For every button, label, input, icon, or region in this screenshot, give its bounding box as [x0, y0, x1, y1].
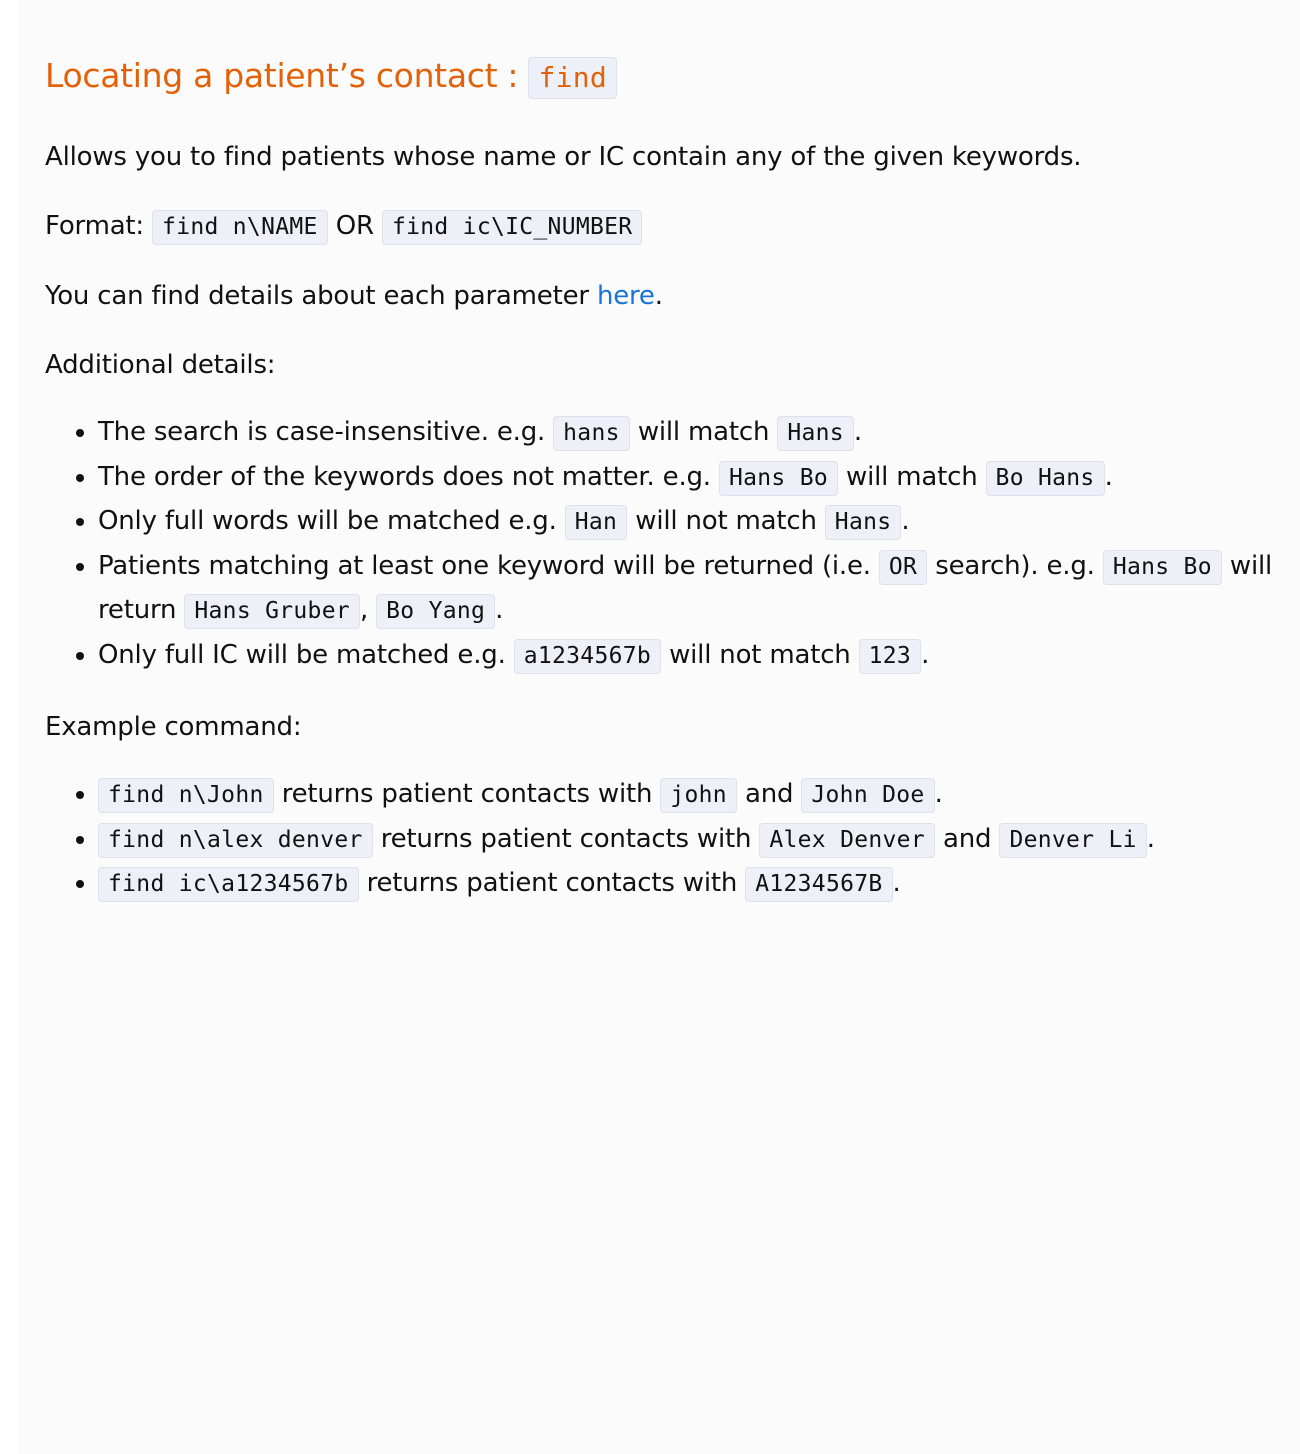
detail-text: .: [853, 417, 862, 447]
detail-text: .: [921, 639, 930, 670]
detail-text: .: [1104, 461, 1113, 492]
detail-code: a1234567b: [514, 639, 661, 674]
detail-code: Hans: [825, 505, 902, 540]
detail-text: will match: [837, 461, 986, 492]
params-end: .: [654, 281, 663, 311]
example-command-code: find n\alex denver: [98, 823, 373, 858]
format-option-ic: find ic\IC_NUMBER: [382, 210, 643, 245]
format-paragraph: [45, 203, 1300, 250]
params-paragraph: [45, 273, 1300, 319]
detail-text: Patients matching at least one keyword will be returned (i.e.: [98, 550, 879, 581]
detail-text: will match: [629, 417, 778, 447]
list-item: [98, 634, 1300, 679]
detail-code: Hans Bo: [719, 461, 838, 496]
format-option-name: find n\NAME: [152, 210, 328, 245]
example-result-code: Alex Denver: [759, 823, 935, 858]
example-text: returns patient contacts with: [372, 823, 760, 854]
example-result-code: John Doe: [801, 778, 934, 813]
detail-text: will not match: [627, 506, 825, 536]
detail-code: hans: [553, 416, 630, 451]
detail-code: Bo Yang: [376, 594, 495, 629]
detail-code: Hans Gruber: [184, 594, 360, 629]
document-page: [18, 0, 1300, 1454]
format-label: Format:: [45, 211, 153, 241]
section-heading: [45, 52, 1300, 102]
example-result-code: john: [660, 778, 737, 813]
detail-code: Bo Hans: [986, 461, 1105, 496]
intro-paragraph: Allows you to find patients whose name or IC contain any of the given keywords.: [45, 142, 1082, 172]
example-text: and: [736, 779, 802, 809]
detail-text: will return: [98, 550, 1273, 625]
example-result-code: Denver Li: [999, 823, 1146, 858]
details-list: [45, 411, 1300, 678]
detail-text: The search is case-insensitive. e.g.: [98, 417, 554, 447]
example-command-code: find ic\a1234567b: [98, 867, 359, 902]
heading-text: Locating a patient’s contact :: [45, 56, 529, 95]
detail-text: will not match: [661, 639, 859, 670]
list-item: [98, 773, 1300, 818]
list-item: [98, 456, 1300, 501]
detail-text: The order of the keywords does not matter. e.g.: [98, 461, 719, 492]
params-link[interactable]: here: [596, 281, 655, 311]
list-item: [98, 862, 1300, 907]
example-text: and: [934, 823, 1000, 854]
example-command-code: find n\John: [98, 778, 274, 813]
example-text: returns patient contacts with: [273, 779, 661, 809]
detail-code: Hans Bo: [1103, 550, 1222, 585]
detail-code: OR: [879, 550, 927, 585]
additional-details-label: Additional details:: [45, 350, 276, 380]
detail-code: Han: [565, 505, 627, 540]
examples-list: [45, 773, 1300, 907]
example-text: .: [934, 779, 943, 809]
example-command-label: Example command:: [45, 712, 302, 742]
detail-text: search). e.g.: [927, 550, 1103, 581]
detail-text: .: [901, 506, 910, 536]
list-item: [98, 818, 1300, 863]
example-result-code: A1234567B: [745, 867, 892, 902]
format-or: OR: [327, 211, 382, 241]
list-item: [98, 545, 1300, 634]
detail-text: Only full IC will be matched e.g.: [98, 639, 514, 670]
example-text: .: [892, 868, 901, 898]
example-text: .: [1146, 823, 1155, 854]
heading-command-code: find: [528, 57, 617, 99]
params-text: You can find details about each parameter: [45, 281, 597, 311]
list-item: [98, 500, 1300, 545]
list-item: [98, 411, 1300, 456]
example-text: returns patient contacts with: [358, 868, 746, 898]
detail-code: 123: [859, 639, 921, 674]
detail-text: .: [495, 595, 504, 625]
detail-text: Only full words will be matched e.g.: [98, 506, 565, 536]
detail-text: ,: [360, 595, 377, 625]
detail-code: Hans: [777, 416, 854, 451]
